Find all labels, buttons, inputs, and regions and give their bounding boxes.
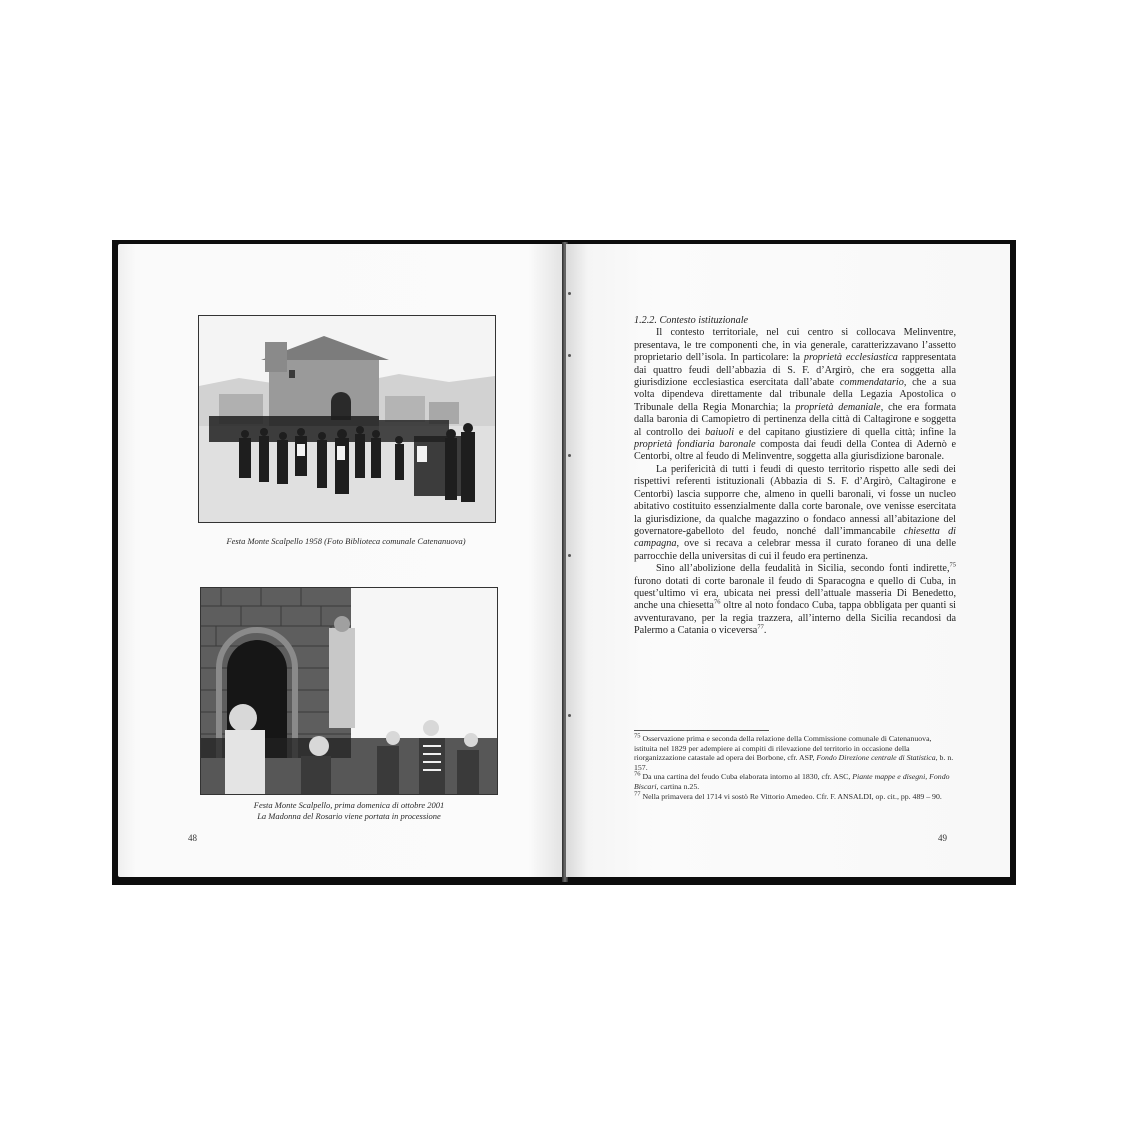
italic-run: Piante mappe e disegni, Fondo Biscari <box>634 772 950 791</box>
paragraph-1 <box>634 327 956 463</box>
photo1-caption: Festa Monte Scalpello 1958 (Foto Biblioteca comunale Catenanuova) <box>226 536 466 546</box>
italic-run: proprietà fondiaria baronale <box>634 439 756 451</box>
margin-mark <box>568 454 571 457</box>
book-spread <box>112 240 1016 885</box>
body-text <box>634 315 956 638</box>
margin-mark <box>568 554 571 557</box>
photo-festa-1958 <box>198 315 496 523</box>
text-run: Osservazione prima e seconda della relazione della Commissione comunale di Catenanuova, istituita nel 1829 per adempiere ai compiti di rilevazione del territorio in occasione della riorganizzazione catastale ad opera dei Borbone, cfr. ASP, <box>634 734 932 763</box>
text-run: composta dai feudi della Contea di Adernò e Centorbi, oltre al feudo di Melinventre, soggetta alla giurisdizione baronale. <box>634 439 956 463</box>
margin-mark <box>568 292 571 295</box>
footnote-ref: 76 <box>634 770 641 778</box>
text-run: , ove si recava a celebrar messa il curato foraneo di una delle parrocchie della universitas di cui il feudo era pertinenza. <box>634 538 956 562</box>
text-run: , b. n. 157. <box>634 753 954 772</box>
margin-mark <box>568 714 571 717</box>
text-run: Nella primavera del 1714 vi sostò Re Vittorio Amedeo. Cfr. F. ANSALDI, op. cit., pp. 489 – 90. <box>640 791 942 801</box>
footnote-75 <box>634 734 956 772</box>
page-number-left: 48 <box>188 833 197 843</box>
footnote-ref: 77 <box>757 623 764 631</box>
photo-festa-2001 <box>200 587 498 795</box>
text-run: oltre al noto fondaco Cuba, tappa obbligata per quanti si avventuravano, per la regia trazzera, all’interno della Sicilia recandosi da Palermo a Catania o viceversa <box>634 600 956 637</box>
footnotes <box>634 734 956 801</box>
text-run: rappresentata dai quattro feudi dell’abbazia di S. F. d’Argirò, che era soggetta alla giurisdizione ecclesiastica esercitata dall’abate <box>634 352 956 389</box>
italic-run: chiesetta di campagna <box>634 525 956 550</box>
paragraph-2 <box>634 464 956 563</box>
text-run: furono dotati di corte baronale il feudo di Sparacogna e quello di Cuba, in quest’ultimo vi era, ubicata nei pressi dell’attuale masseria Di Benedetto, anche una chiesetta <box>634 575 956 612</box>
text-run: Sino all’abolizione della feudalità in Sicilia, secondo fonti indirette, <box>656 563 950 575</box>
text-run: La perifericità di tutti i feudi di questo territorio rispetto alle sedi dei rispettivi referenti istituzionali (Abbazia di S. F. d’Argirò, Caltagirone e Centorbi) lascia supporre che, almeno in quelli baronali, vi fosse un nucleo abitativo costituito essenzialmente dalla corte baronale, ove venisse esercitata la giurisdizione, da qualche magazzino o fondaco annessi all’abitazione del governatore-gabelloto del feudo, nonché dall’immancabile <box>634 463 956 537</box>
footnote-ref: 75 <box>634 732 641 740</box>
text-run: , cartina n.25. <box>656 781 700 791</box>
photo2-caption-line1: Festa Monte Scalpello, prima domenica di ottobre 2001 <box>253 800 445 810</box>
italic-run: baiuoli <box>705 426 735 438</box>
page-number-right: 49 <box>938 833 947 843</box>
italic-run: proprietà ecclesiastica <box>803 352 898 364</box>
text-run: , che era formata dalla baronia di Camopietro di pertinenza della città di Caltagirone e soggetta al controllo dei <box>634 401 957 438</box>
text-run: . <box>763 625 767 637</box>
text-run: Il contesto territoriale, nel cui centro si collocava Melinventre, presentava, le tre componenti che, in via generale, caratterizzavano l’assetto proprietario dell’isola. In particolare: la <box>634 327 956 364</box>
footnote-ref: 77 <box>634 789 641 797</box>
photo2-caption <box>204 800 494 822</box>
footnote-ref: 76 <box>713 598 721 606</box>
footnote-77 <box>634 789 956 802</box>
italic-run: proprietà demaniale <box>795 401 881 413</box>
right-page <box>566 244 1010 877</box>
text-run: e del capitano giustiziere di quella città; infine la <box>734 426 956 438</box>
section-title: 1.2.2. Contesto istituzionale <box>634 315 749 326</box>
text-run: Da una cartina del feudo Cuba elaborata intorno al 1830, cfr. ASC, <box>640 772 853 782</box>
footnote-76 <box>634 772 956 791</box>
footnote-rule <box>634 730 769 731</box>
photo2-caption-line2: La Madonna del Rosario viene portata in processione <box>257 811 441 821</box>
footnote-ref: 75 <box>949 561 956 569</box>
italic-run: commendatario <box>839 377 904 389</box>
italic-run: Fondo Direzione centrale di Statistica <box>816 753 936 763</box>
paragraph-3 <box>634 563 956 637</box>
left-page <box>118 244 564 877</box>
text-run: , che a sua volta dipendeva direttamente dal tribunale della Legazia Apostolica o Tribunale della Regia Monarchia; la <box>634 377 956 413</box>
margin-mark <box>568 354 571 357</box>
